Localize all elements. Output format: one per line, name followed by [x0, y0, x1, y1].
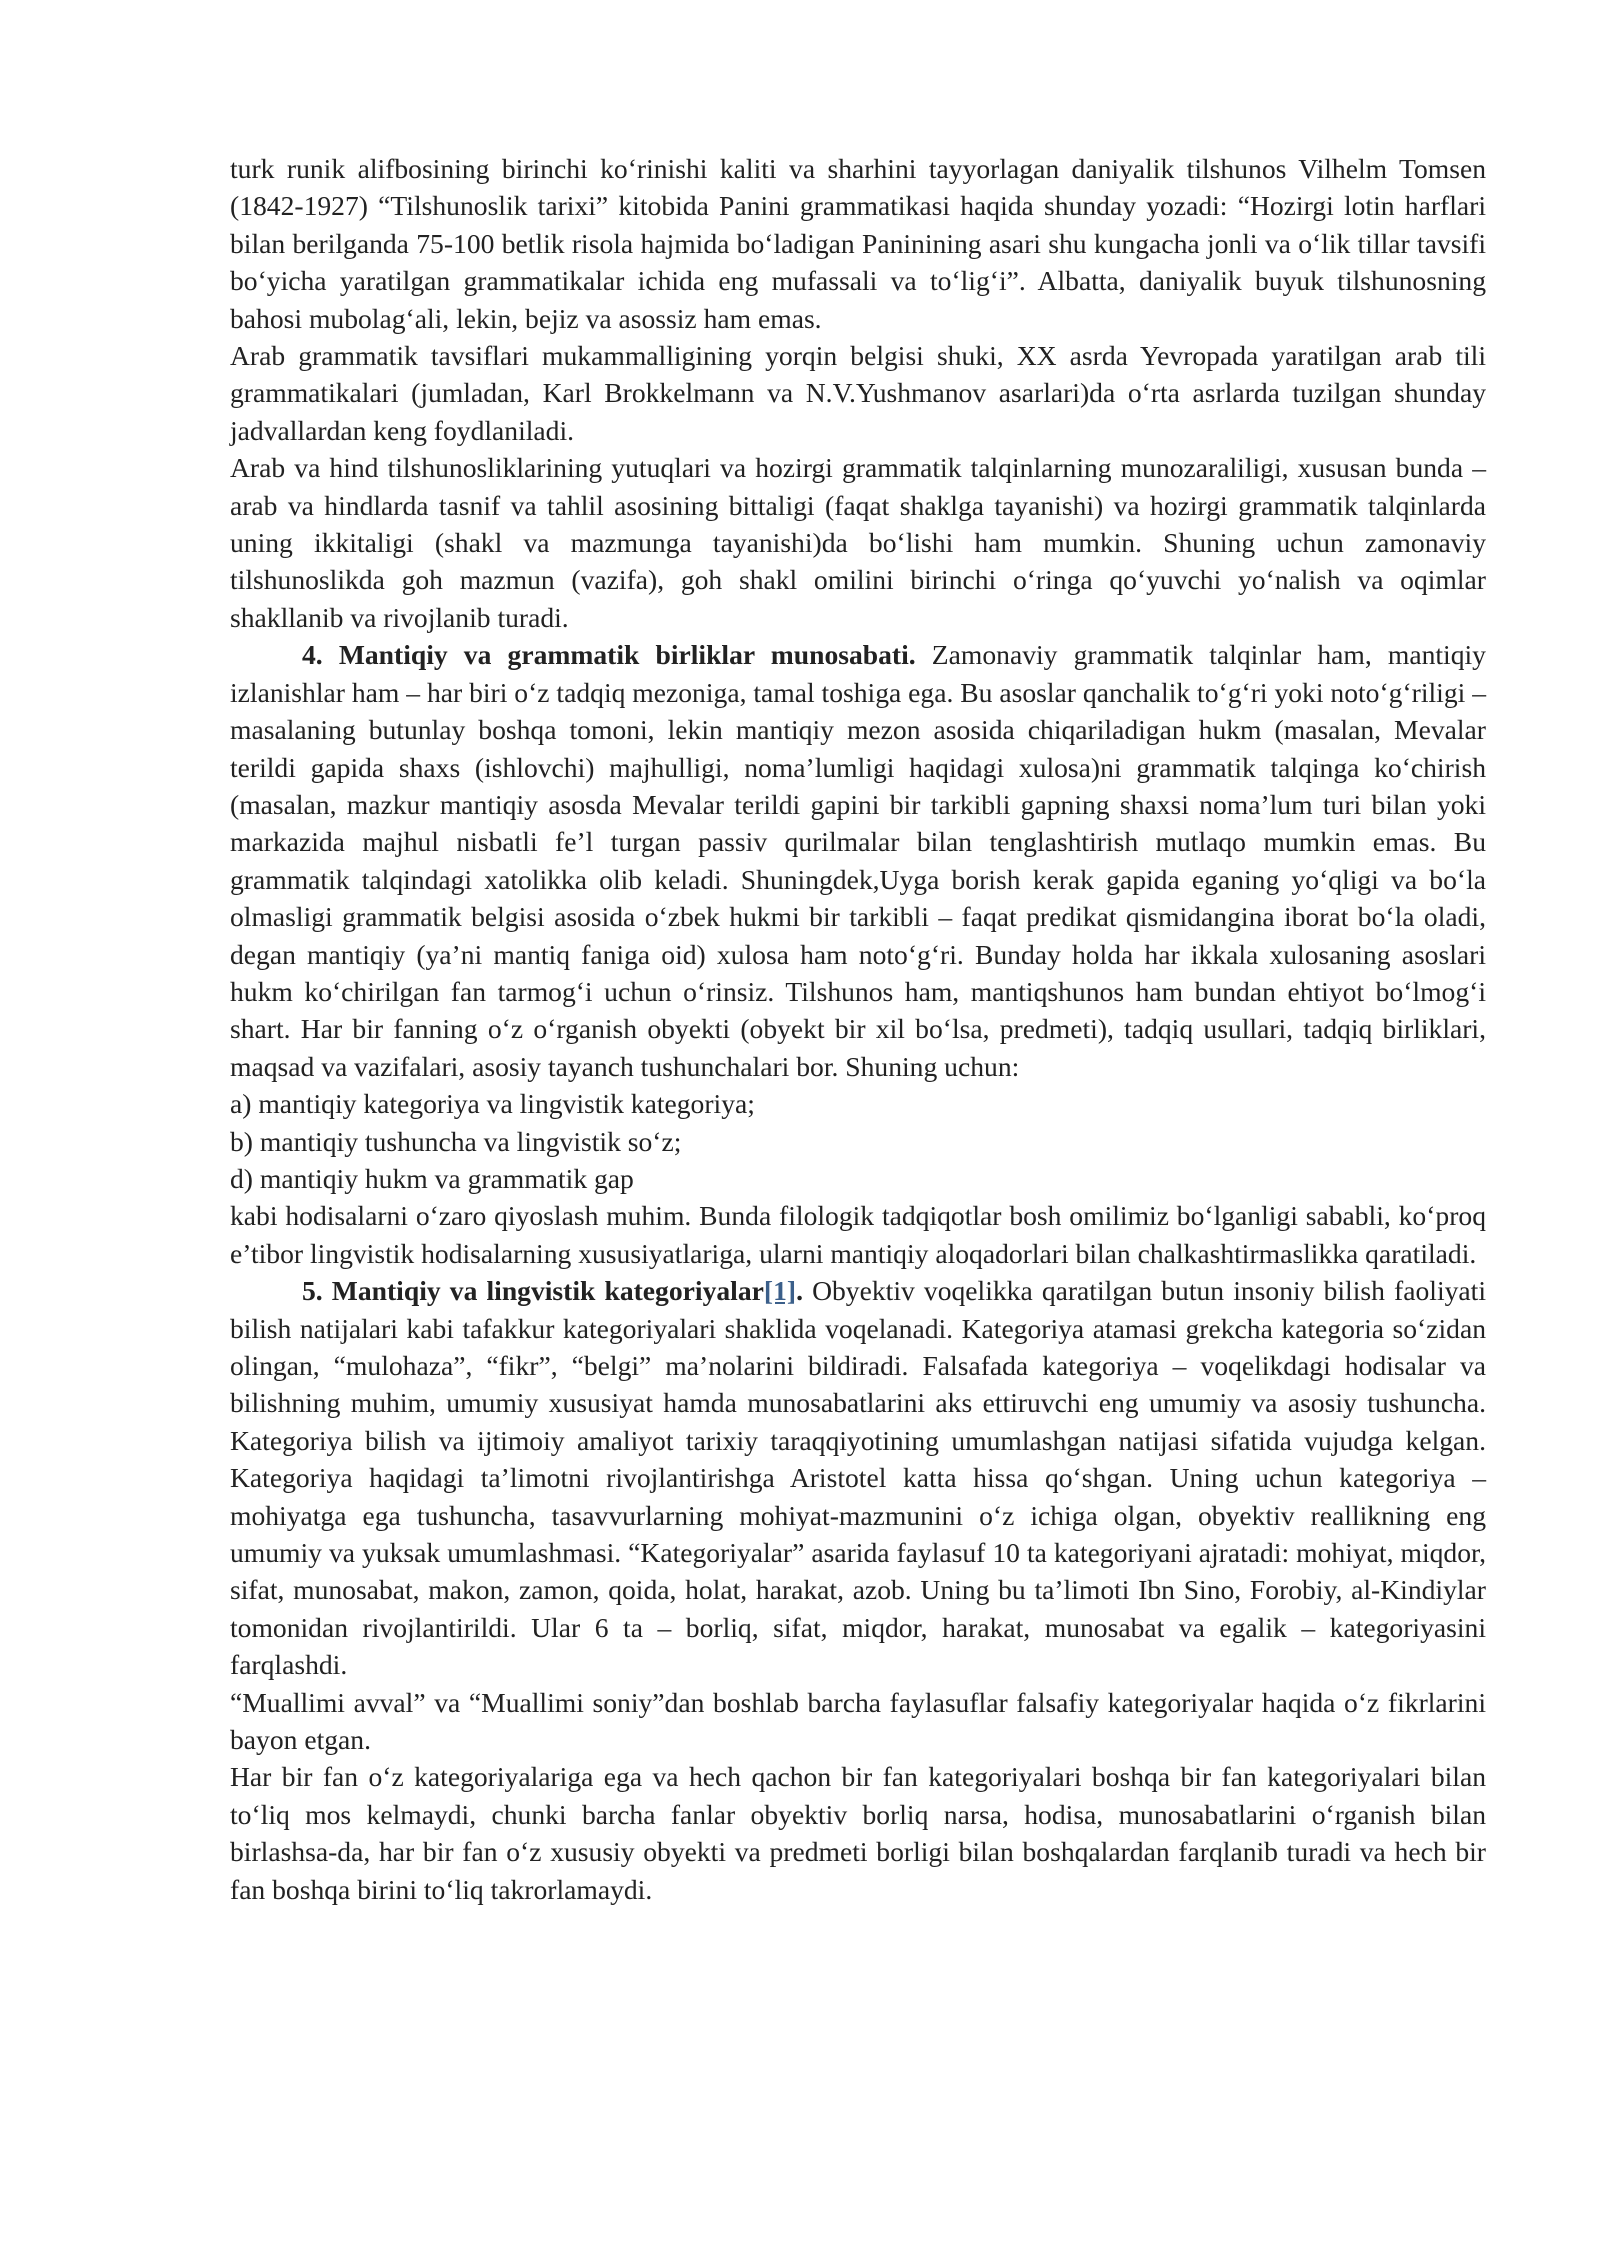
list-item-d: d) mantiqiy hukm va grammatik gap	[230, 1162, 634, 1194]
section-5-paragraph	[230, 1272, 1486, 1683]
section-5-heading-period: .	[796, 1275, 803, 1307]
paragraph-arab-grammar: Arab grammatik tavsiflari mukammalligining yorqin belgisi shuki, XX asrda Yevropada yaratilgan arab tili grammatikalari (jumladan, Karl Brokkelmann va N.V.Yushmanov asarlari)da o‘rta asrlarda tuzilgan shunday jadvallardan keng foydlaniladi.	[230, 340, 1486, 446]
section-5-text: Obyektiv voqelikka qaratilgan butun insoniy bilish faoliyati bilish natijalari kabi tafakkur kategoriyalari shaklida voqelanadi. Kategoriya atamasi grekcha kategoria so‘zidan olingan, “mulohaza”, “fikr”, “belgi” ma’nolarini bildiradi. Falsafada kategoriya – voqelikdagi hodisalar va bilishning muhim, umumiy xususiyat hamda munosabatlarini aks ettiruvchi eng umumiy va asosiy tushuncha. Kategoriya bilish va ijtimoiy amaliyot tarixiy taraqqiyotining umumlashgan natijasi sifatida vujudga kelgan. Kategoriya haqidagi ta’limotni rivojlantirishga Aristotel katta hissa qo‘shgan. Uning uchun kategoriya – mohiyatga ega tushuncha, tasavvurlarning mohiyat-mazmunini o‘z ichiga olgan, obyektiv reallikning eng umumiy va yuksak umumlashmasi. “Kategoriyalar” asarida faylasuf 10 ta kategoriyani ajratadi: mohiyat, miqdor, sifat, munosabat, makon, zamon, qoida, holat, harakat, azob. Uning bu ta’limoti Ibn Sino, Forobiy, al-Kindiylar tomonidan rivojlantirildi. Ular 6 ta – borliq, sifat, miqdor, harakat, munosabat va egalik – kategoriyasini farqlashdi.	[230, 1275, 1486, 1681]
paragraph-arab-hind-linguistics: Arab va hind tilshunosliklarining yutuqlari va hozirgi grammatik talqinlarning munozaraliligi, xususan bunda – arab va hindlarda tasnif va tahlil asosining bittaligi (faqat shaklga tayanishi) va hozirgi grammatik talqinlarda uning ikkitaligi (shakl va mazmunga tayanishi)da bo‘lishi ham mumkin. Shuning uchun zamonaviy tilshunoslikda goh mazmun (vazifa), goh shakl omilini birinchi o‘ringa qo‘yuvchi yo‘nalish va oqimlar shakllanib va rivojlanib turadi.	[230, 452, 1486, 633]
list-item-b: b) mantiqiy tushuncha va lingvistik so‘z;	[230, 1125, 682, 1157]
document-page	[230, 150, 1486, 1908]
section-4-heading: 4. Mantiqiy va grammatik birliklar munosabati.	[302, 639, 916, 671]
section-5-heading: 5. Mantiqiy va lingvistik kategoriyalar	[302, 1275, 764, 1307]
section-4-paragraph	[230, 636, 1486, 1085]
footnote-link[interactable]: [1]	[763, 1275, 797, 1307]
paragraph-tomsen-quote: turk runik alifbosining birinchi ko‘rinishi kaliti va sharhini tayyorlagan daniyalik tilshunos Vilhelm Tomsen (1842-1927) “Tilshunoslik tarixi” kitobida Panini grammatikasi haqida shunday yozadi: “Hozirgi lotin harflari bilan berilganda 75-100 betlik risola hajmida bo‘ladigan Paninining asari shu kungacha jonli va o‘lik tillar tavsifi bo‘yicha yaratilgan grammatikalar ichida eng mufassali va to‘lig‘i”. Albatta, daniyalik buyuk tilshunosning bahosi mubolag‘ali, lekin, bejiz va asossiz ham emas.	[230, 153, 1486, 334]
paragraph-comparison: kabi hodisalarni o‘zaro qiyoslash muhim. Bunda filologik tadqiqotlar bosh omilimiz bo‘lganligi sababli, ko‘proq e’tibor lingvistik hodisalarning xususiyatlariga, ularni mantiqiy aloqadorlari bilan chalkashtirmaslikka qaratiladi.	[230, 1200, 1486, 1269]
list-item-a: a) mantiqiy kategoriya va lingvistik kategoriya;	[230, 1088, 755, 1120]
section-4-text: Zamonaviy grammatik talqinlar ham, mantiqiy izlanishlar ham – har biri o‘z tadqiq mezoniga, tamal toshiga ega. Bu asoslar qanchalik to‘g‘ri yoki noto‘g‘riligi – masalaning butunlay boshqa tomoni, lekin mantiqiy mezon asosida chiqariladigan hukm (masalan, Mevalar terildi gapida shaxs (ishlovchi) majhulligi, noma’lumligi haqidagi xulosa)ni grammatik talqinga ko‘chirish (masalan, mazkur mantiqiy asosda Mevalar terildi gapini bir tarkibli gapning shaxsi noma’lum turi bilan yoki markazida majhul nisbatli fe’l turgan passiv qurilmalar bilan tenglashtirish mutlaqo mumkin emas. Bu grammatik talqindagi xatolikka olib keladi. Shuningdek,Uyga borish kerak gapida eganing yo‘qligi va bo‘la olmasligi grammatik belgisi asosida o‘zbek hukmi bir tarkibli – faqat predikat qismidangina iborat bo‘la oladi, degan mantiqiy (ya’ni mantiq faniga oid) xulosa ham noto‘g‘ri. Bunday holda har ikkala xulosaning asoslari hukm ko‘chirilgan fan tarmog‘i uchun o‘rinsiz. Tilshunos ham, mantiqshunos ham bundan ehtiyot bo‘lmog‘i shart. Har bir fanning o‘z o‘rganish obyekti (obyekt bir xil bo‘lsa, predmeti), tadqiq usullari, tadqiq birliklari, maqsad va vazifalari, asosiy tayanch tushunchalari bor. Shuning uchun:	[230, 639, 1486, 1082]
paragraph-categories: Har bir fan o‘z kategoriyalariga ega va hech qachon bir fan kategoriyalari boshqa bir fan kategoriyalari bilan to‘liq mos kelmaydi, chunki barcha fanlar obyektiv borliq narsa, hodisa, munosabatlarini o‘rganish bilan birlashsa-da, har bir fan o‘z xususiy obyekti va predmeti borligi bilan boshqalardan farqlanib turadi va hech bir fan boshqa birini to‘liq takrorlamaydi.	[230, 1761, 1486, 1905]
paragraph-muallimi: “Muallimi avval” va “Muallimi soniy”dan boshlab barcha faylasuflar falsafiy kategoriyalar haqida o‘z fikrlarini bayon etgan.	[230, 1686, 1486, 1756]
